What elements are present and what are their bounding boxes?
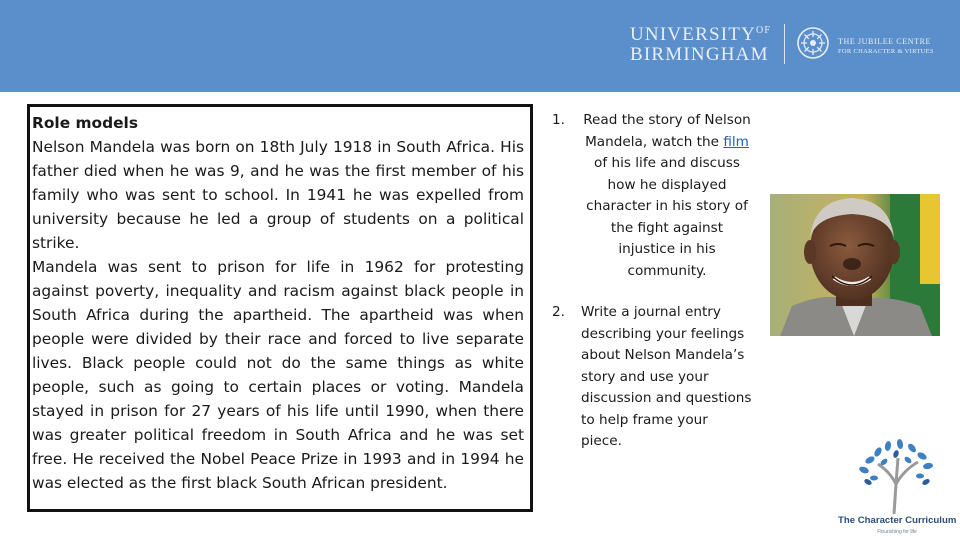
task-item <box>552 110 762 282</box>
task-number: 1. <box>552 112 565 128</box>
film-link[interactable]: film <box>723 133 749 150</box>
story-title: Role models <box>32 114 138 132</box>
curriculum-tagline: Flourishing for life <box>877 529 917 535</box>
university-name-line1 <box>630 24 771 46</box>
task-text <box>581 110 753 282</box>
story-paragraph-2: Mandela was sent to prison for life in 1962 for protesting against poverty, inequality and racism against black people in South Africa during the apartheid. The apartheid was when people were divided by their race and forced to live separate lives. Black people could not do the same things as white people, such as going to certain places or voting. Mandela stayed in prison for 27 years of his life until 1990, when there was greater political freedom in South Africa and he was set free. He received the Nobel Peace Prize in 1993 and in 1994 he was elected as the first black South African president. <box>32 258 524 492</box>
task-text: Write a journal entry describing your feelings about Nelson Mandela’s story and use your discussion and questions to help frame your piece. <box>581 304 752 449</box>
university-word: UNIVERSITY <box>630 24 756 45</box>
header-band <box>0 0 960 92</box>
curriculum-name: The Character Curriculum <box>838 515 957 526</box>
story-paragraph-1: Nelson Mandela was born on 18th July 1918 in South Africa. His father died when he was 9, and he was the first member of his family who was sent to school. In 1941 he was expelled from university because he led a group of students on a political strike. <box>32 138 524 252</box>
task-item <box>552 302 762 453</box>
story-text-box <box>27 104 533 512</box>
task-list <box>552 110 762 453</box>
task-text-after-link: of his life and discuss how he displayed character in his story of the fight against injustice in his community. <box>586 155 748 279</box>
tree-icon <box>838 434 956 514</box>
university-name-line2: BIRMINGHAM <box>630 44 769 65</box>
university-of: OF <box>756 25 772 36</box>
character-curriculum-logo[interactable] <box>838 434 956 538</box>
jubilee-centre-name: THE JUBILEE CENTRE <box>838 37 932 46</box>
jubilee-centre-subtitle: FOR CHARACTER & VIRTUES <box>838 48 934 55</box>
task-text-before-link: Read the story of Nelson Mandela, watch the <box>583 112 751 150</box>
university-logo[interactable] <box>630 24 780 68</box>
jubilee-emblem-icon <box>796 26 830 60</box>
task-number: 2. <box>552 304 565 320</box>
jubilee-centre-logo[interactable] <box>838 36 934 56</box>
logo-divider <box>784 24 785 64</box>
nelson-mandela-portrait <box>770 194 940 336</box>
